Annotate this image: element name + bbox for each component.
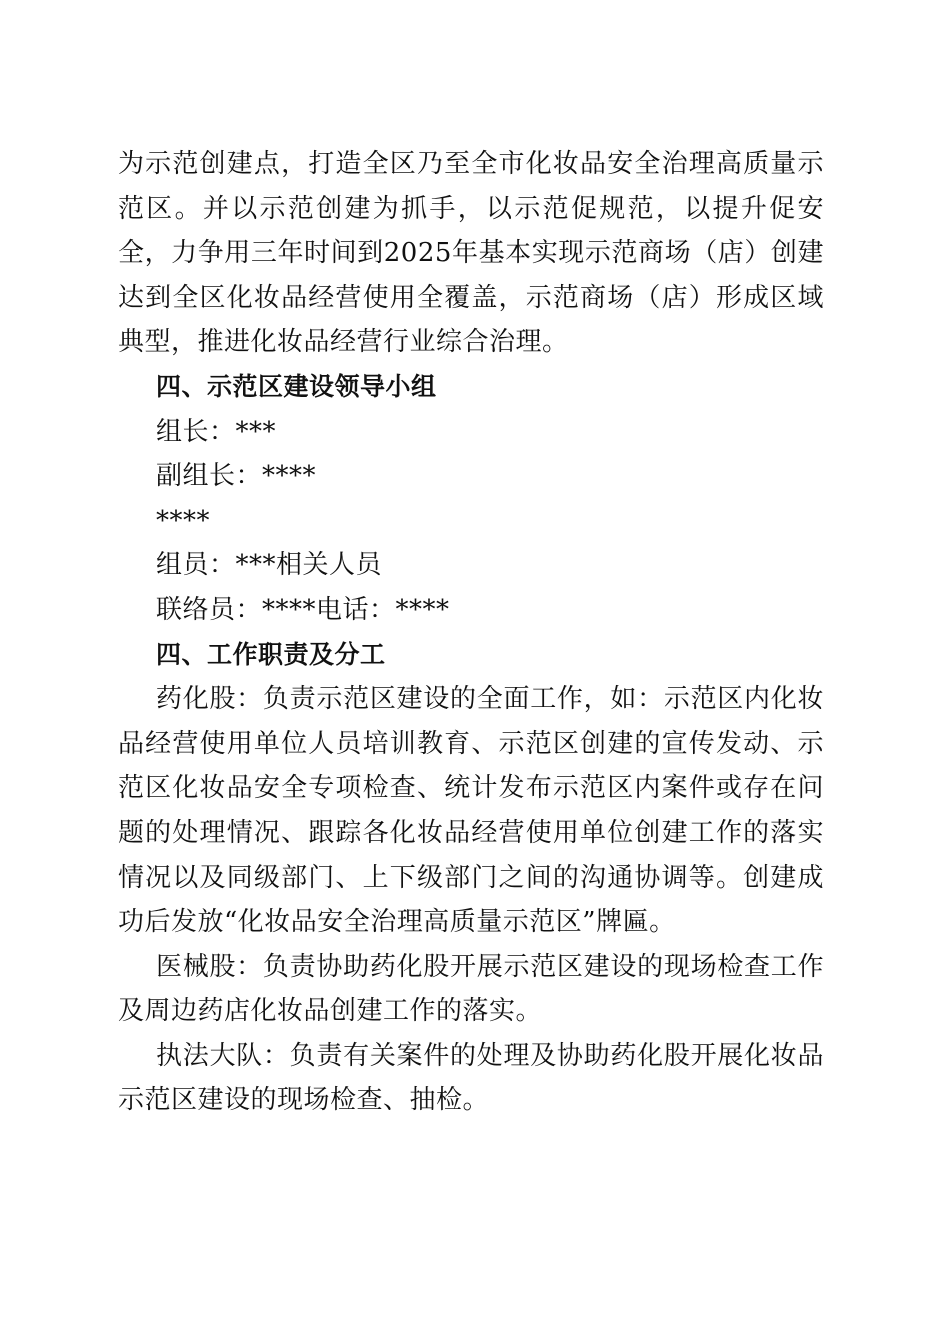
- deputy-extra-line: ****: [156, 505, 210, 536]
- intro-paragraph: 为示范创建点，打造全区乃至全市化妆品安全治理高质量示范区。并以示范创建为抓手，以示范促规范，以提升促安全，力争用三年时间到2025年基本实现示范商场（店）创建达到全区化妆品经营使用全覆盖，示范商场（店）形成区域典型，推进化妆品经营行业综合治理。: [118, 149, 824, 358]
- pharmacy-unit-paragraph: 药化股：负责示范区建设的全面工作，如：示范区内化妆品经营使用单位人员培训教育、示范区创建的宣传发动、示范区化妆品安全专项检查、统计发布示范区内案件或存在问题的处理情况、跟踪各化妆品经营使用单位创建工作的落实情况以及同级部门、上下级部门之间的沟通协调等。创建成功后发放“化妆品安全治理高质量示范区”牌匾。: [118, 684, 824, 938]
- enforcement-unit-paragraph: 执法大队：负责有关案件的处理及协助药化股开展化妆品示范区建设的现场检查、抽检。: [118, 1040, 824, 1116]
- deputy-leader-line: 副组长：****: [156, 461, 317, 492]
- leadership-section-heading: 四、示范区建设领导小组: [156, 371, 437, 401]
- duties-section-heading: 四、工作职责及分工: [156, 639, 386, 669]
- document-page: [118, 142, 824, 1123]
- leader-line: 组长：***: [156, 416, 277, 447]
- members-line: 组员：***相关人员: [156, 550, 383, 581]
- liaison-line: 联络员：****电话：****: [156, 594, 450, 625]
- device-unit-paragraph: 医械股：负责协助药化股开展示范区建设的现场检查工作及周边药店化妆品创建工作的落实。: [118, 951, 824, 1027]
